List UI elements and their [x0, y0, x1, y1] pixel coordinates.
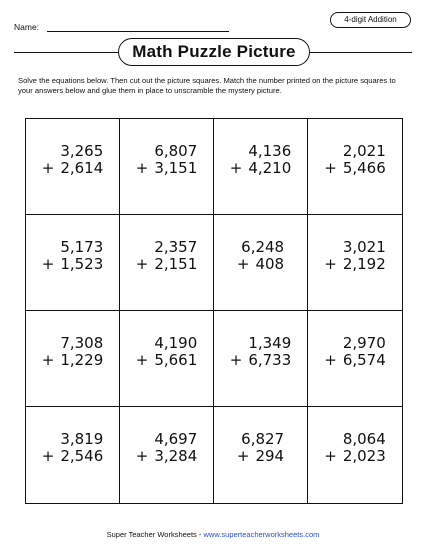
- top-addend: 8,064: [342, 430, 386, 448]
- problem-cell: [214, 311, 308, 407]
- addition-problem: [136, 335, 198, 369]
- bottom-row: [324, 448, 386, 465]
- problem-cell: [214, 215, 308, 311]
- plus-sign: +: [324, 255, 337, 273]
- addition-problem: [42, 239, 104, 273]
- footer-separator: -: [196, 530, 204, 539]
- top-addend: 3,265: [60, 142, 104, 160]
- plus-sign: +: [229, 159, 243, 177]
- bottom-addend: 2,546: [60, 447, 104, 465]
- top-addend: 6,248: [241, 238, 285, 256]
- problem-cell: [120, 215, 214, 311]
- addition-problem: [237, 239, 284, 273]
- topic-badge: 4-digit Addition: [330, 12, 411, 28]
- addition-problem: [324, 239, 386, 273]
- top-addend: 6,827: [241, 430, 285, 448]
- problem-cell: [308, 407, 402, 503]
- addition-problem: [42, 143, 104, 177]
- problem-cell: [26, 311, 120, 407]
- plus-sign: +: [324, 351, 337, 369]
- bottom-row: [237, 448, 284, 465]
- bottom-addend: 6,733: [248, 351, 292, 369]
- plus-sign: +: [236, 255, 250, 273]
- page-title: Math Puzzle Picture: [118, 38, 310, 66]
- bottom-addend: 2,192: [342, 255, 386, 273]
- addition-problem: [230, 143, 292, 177]
- bottom-addend: 5,661: [154, 351, 198, 369]
- bottom-row: [237, 256, 284, 273]
- bottom-addend: 4,210: [248, 159, 292, 177]
- top-addend: 5,173: [60, 238, 104, 256]
- footer: [0, 530, 426, 539]
- plus-sign: +: [324, 447, 337, 465]
- footer-url[interactable]: www.superteacherworksheets.com: [203, 530, 320, 539]
- bottom-addend: 2,151: [154, 255, 198, 273]
- addition-problem: [42, 335, 104, 369]
- bottom-row: [324, 160, 386, 177]
- top-addend: 1,349: [248, 334, 292, 352]
- problem-cell: [26, 215, 120, 311]
- bottom-row: [136, 256, 198, 273]
- plus-sign: +: [135, 447, 149, 465]
- name-line: [47, 31, 229, 32]
- bottom-row: [42, 256, 104, 273]
- problem-cell: [120, 311, 214, 407]
- plus-sign: +: [324, 159, 337, 177]
- top-addend: 2,357: [154, 238, 198, 256]
- problem-grid: [25, 118, 403, 504]
- addition-problem: [324, 335, 386, 369]
- plus-sign: +: [236, 447, 250, 465]
- problem-cell: [26, 407, 120, 503]
- bottom-row: [324, 256, 386, 273]
- bottom-addend: 1,523: [60, 255, 104, 273]
- bottom-row: [230, 160, 292, 177]
- bottom-row: [230, 352, 292, 369]
- top-addend: 4,190: [154, 334, 198, 352]
- addition-problem: [324, 431, 386, 465]
- bottom-addend: 3,151: [154, 159, 198, 177]
- problem-cell: [120, 119, 214, 215]
- top-addend: 6,807: [154, 142, 198, 160]
- problem-cell: [26, 119, 120, 215]
- bottom-addend: 2,023: [342, 447, 386, 465]
- plus-sign: +: [135, 255, 149, 273]
- addition-problem: [136, 431, 198, 465]
- addition-problem: [237, 431, 284, 465]
- bottom-addend: 6,574: [342, 351, 386, 369]
- footer-brand: Super Teacher Worksheets: [106, 530, 197, 539]
- plus-sign: +: [41, 447, 55, 465]
- bottom-addend: 3,284: [154, 447, 198, 465]
- plus-sign: +: [135, 159, 149, 177]
- plus-sign: +: [229, 351, 243, 369]
- addition-problem: [42, 431, 104, 465]
- bottom-addend: 2,614: [60, 159, 104, 177]
- addition-problem: [136, 143, 198, 177]
- addition-problem: [324, 143, 386, 177]
- top-addend: 4,136: [248, 142, 292, 160]
- bottom-row: [136, 352, 198, 369]
- problem-cell: [308, 311, 402, 407]
- bottom-addend: 294: [255, 447, 285, 465]
- bottom-addend: 408: [255, 255, 285, 273]
- plus-sign: +: [41, 351, 55, 369]
- top-addend: 7,308: [60, 334, 104, 352]
- problem-cell: [214, 119, 308, 215]
- problem-cell: [308, 119, 402, 215]
- name-label: Name:: [14, 22, 40, 32]
- instructions: Solve the equations below. Then cut out the picture squares. Match the number printed on the picture squares to your answers below and glue them in place to unscramble the mystery picture.: [18, 76, 396, 95]
- bottom-row: [42, 160, 104, 177]
- plus-sign: +: [41, 255, 55, 273]
- addition-problem: [136, 239, 198, 273]
- top-addend: 3,021: [342, 238, 386, 256]
- problem-cell: [214, 407, 308, 503]
- bottom-row: [42, 352, 104, 369]
- bottom-row: [136, 160, 198, 177]
- bottom-addend: 5,466: [342, 159, 386, 177]
- bottom-row: [324, 352, 386, 369]
- top-addend: 3,819: [60, 430, 104, 448]
- top-addend: 2,970: [342, 334, 386, 352]
- top-addend: 2,021: [342, 142, 386, 160]
- top-addend: 4,697: [154, 430, 198, 448]
- problem-cell: [308, 215, 402, 311]
- plus-sign: +: [41, 159, 55, 177]
- bottom-row: [42, 448, 104, 465]
- problem-cell: [120, 407, 214, 503]
- plus-sign: +: [135, 351, 149, 369]
- bottom-addend: 1,229: [60, 351, 104, 369]
- addition-problem: [230, 335, 292, 369]
- bottom-row: [136, 448, 198, 465]
